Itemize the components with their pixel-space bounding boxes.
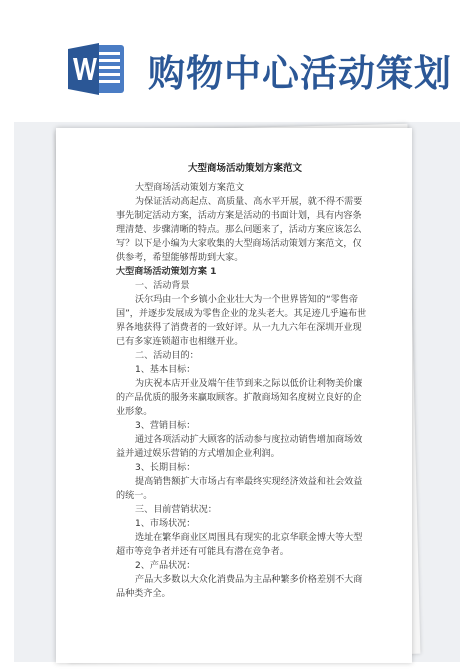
word-icon [68, 40, 126, 98]
paragraph: 1、基本目标： [135, 365, 196, 375]
paragraph: 产品大多数以大众化消费品为主品种繁多价格差别不大商品种类齐全。 [116, 575, 363, 599]
paragraph: 1、市场状况： [135, 519, 196, 529]
paragraph: 通过各项活动扩大顾客的活动参与度拉动销售增加商场效益并通过娱乐营销的方式增加企业利润。 [116, 435, 363, 459]
paragraph: 二、活动目的： [135, 351, 199, 361]
paragraph: 2、产品状况： [135, 561, 196, 571]
paragraph: 选址在繁华商业区周围具有现实的北京华联金博大等大型超市等竞争者并还有可能具有潜在竞争者。 [116, 533, 363, 557]
section-heading: 大型商场活动策划方案 1 [116, 267, 217, 277]
paragraph: 提高销售额扩大市场占有率最终实现经济效益和社会效益的统一。 [116, 477, 363, 501]
page-header [0, 0, 474, 120]
document-title: 大型商场活动策划方案范文 [187, 163, 302, 174]
paragraph: 3、长期目标： [135, 463, 196, 473]
paragraph: 3、营销目标： [135, 421, 196, 431]
page-title: 购物中心活动策划 [148, 52, 452, 95]
document-body [116, 162, 368, 601]
paragraph: 大型商场活动策划方案范文 [135, 183, 245, 193]
paragraph: 沃尔玛由一个乡镇小企业壮大为一个世界皆知的“零售帝国”，并逐步发展成为零售企业的龙头老大。其足迹几乎遍布世界各地获得了消费者的一致好评。从一九九六年在深圳开业现已有多家连锁超市也相继开业。 [116, 295, 367, 347]
paragraph: 为保证活动高起点、高质量、高水平开展，就不得不需要事先制定活动方案，活动方案是活动的书面计划，具有内容条理清楚、步骤清晰的特点。那么问题来了，活动方案应该怎么写？以下是小编为大家收集的大型商场活动策划方案范文，仅供参考，希望能够帮助到大家。 [116, 197, 363, 263]
paragraph: 一、活动背景 [135, 281, 190, 291]
paragraph: 为庆祝本店开业及端午佳节到来之际以低价让利物美价廉的产品优质的服务来赢取顾客。扩散商场知名度树立良好的企业形象。 [116, 379, 363, 417]
paragraph: 三、目前营销状况： [135, 505, 217, 515]
